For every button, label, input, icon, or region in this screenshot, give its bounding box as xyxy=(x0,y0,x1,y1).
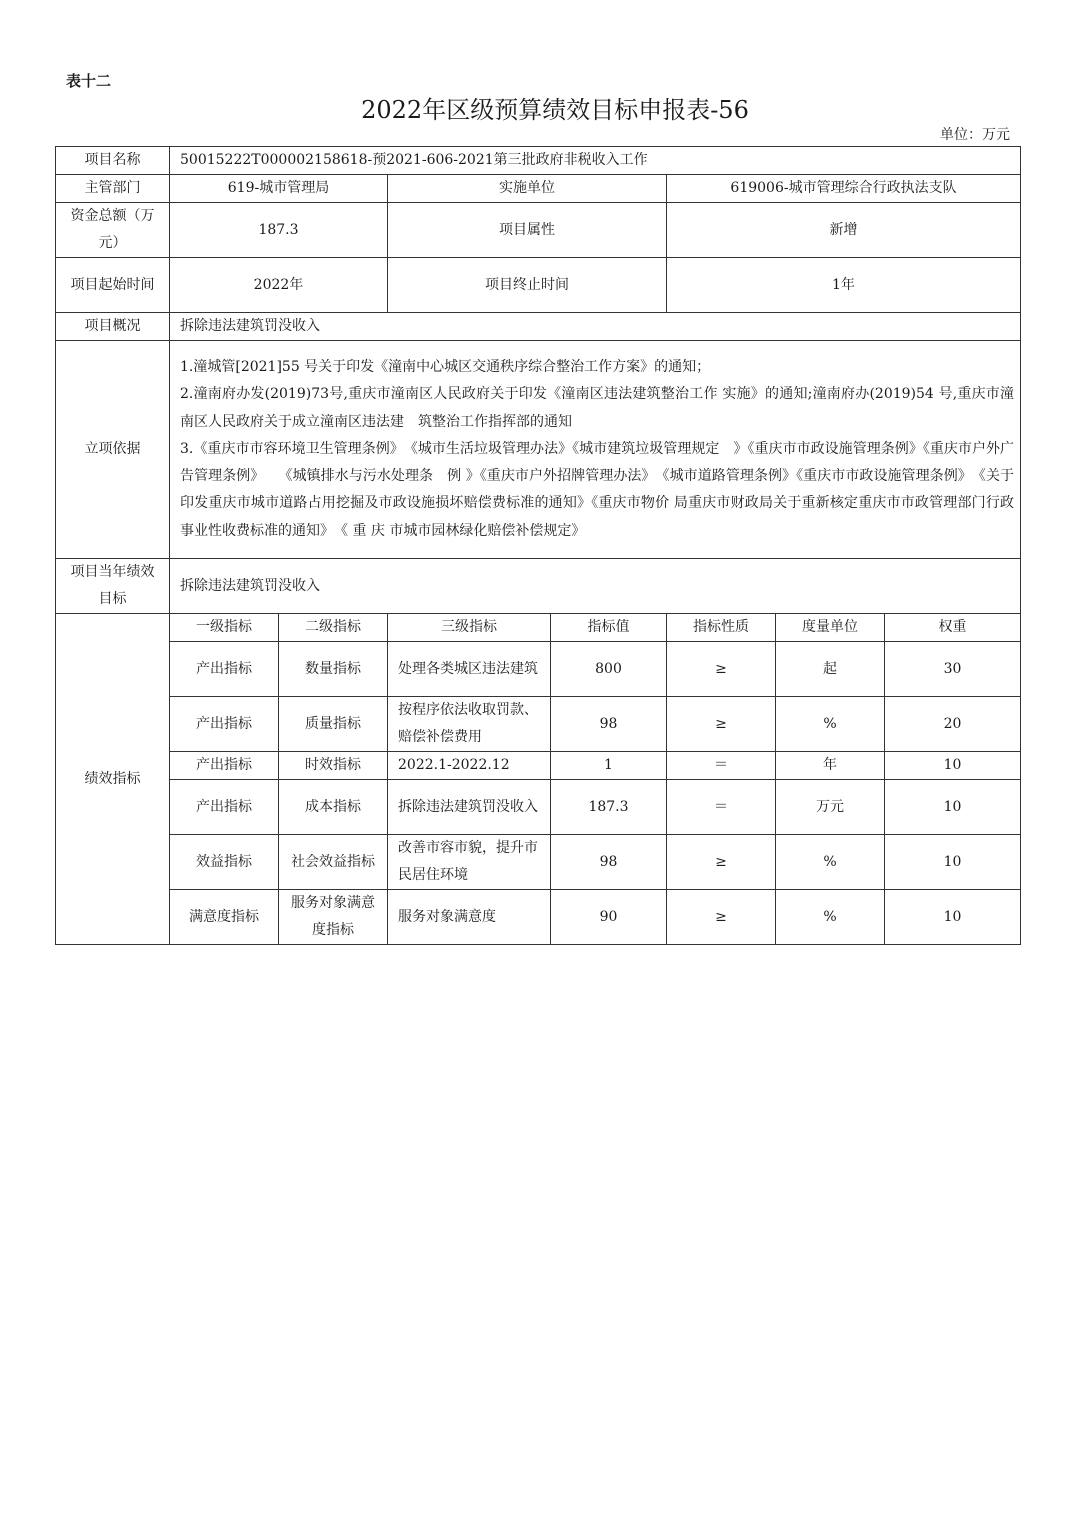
goal-value: 拆除违法建筑罚没收入 xyxy=(170,559,1021,614)
row-period xyxy=(56,258,1021,313)
nature-cell: ≥ xyxy=(667,835,776,890)
attr-value: 新增 xyxy=(667,203,1021,258)
header-nature: 指标性质 xyxy=(667,614,776,642)
row-fund xyxy=(56,203,1021,258)
level2-cell: 成本指标 xyxy=(279,780,388,835)
header-level3: 三级指标 xyxy=(388,614,551,642)
indicator-row xyxy=(56,780,1021,835)
level3-cell: 拆除违法建筑罚没收入 xyxy=(388,780,551,835)
header-unit: 度量单位 xyxy=(776,614,885,642)
level2-cell: 质量指标 xyxy=(279,697,388,752)
level3-cell: 2022.1-2022.12 xyxy=(388,752,551,780)
header-level2: 二级指标 xyxy=(279,614,388,642)
unit-cell: 万元 xyxy=(776,780,885,835)
level1-cell: 满意度指标 xyxy=(170,890,279,945)
end-value: 1年 xyxy=(667,258,1021,313)
fund-value: 187.3 xyxy=(170,203,388,258)
project-name-label: 项目名称 xyxy=(56,147,170,175)
row-annual-goal xyxy=(56,559,1021,614)
overview-value: 拆除违法建筑罚没收入 xyxy=(170,313,1021,341)
dept-value: 619-城市管理局 xyxy=(170,175,388,203)
nature-cell: ＝ xyxy=(667,752,776,780)
level3-cell: 按程序依法收取罚款、赔偿补偿费用 xyxy=(388,697,551,752)
level2-cell: 服务对象满意度指标 xyxy=(279,890,388,945)
start-value: 2022年 xyxy=(170,258,388,313)
value-cell: 1 xyxy=(551,752,667,780)
indicator-header-row xyxy=(56,614,1021,642)
start-label: 项目起始时间 xyxy=(56,258,170,313)
indicator-row xyxy=(56,835,1021,890)
fund-label: 资金总额（万元） xyxy=(56,203,170,258)
row-basis xyxy=(56,341,1021,559)
indicator-row xyxy=(56,697,1021,752)
level3-cell: 改善市容市貌，提升市民居住环境 xyxy=(388,835,551,890)
form-code: 表十二 xyxy=(66,72,112,90)
weight-cell: 30 xyxy=(885,642,1021,697)
level3-cell: 服务对象满意度 xyxy=(388,890,551,945)
basis-line-3: 3.《重庆市市容环境卫生管理条例》 《城市生活垃圾管理办法》《城市建筑垃圾管理规定 》《重庆市市政设施管理条例》《重庆市户外广告管理条例》 《城镇排水与污水处理条 例 》《重庆市户外招牌管理办法》 《城市道路管理条例》《重庆市市政设施管理条例》 《关于印发重庆市城市道路占用挖掘及市政设施损坏赔偿费标准的通知》《重庆市物价 局重庆市财政局关于重新核定重庆市市政管理部门行政事业性收费标准的通知》 《 重 庆 市城市园林绿化赔偿补偿规定》 xyxy=(180,440,1015,539)
unit-cell: % xyxy=(776,890,885,945)
unit-cell: % xyxy=(776,697,885,752)
level1-cell: 效益指标 xyxy=(170,835,279,890)
nature-cell: ≥ xyxy=(667,890,776,945)
weight-cell: 20 xyxy=(885,697,1021,752)
level2-cell: 社会效益指标 xyxy=(279,835,388,890)
weight-cell: 10 xyxy=(885,835,1021,890)
end-label: 项目终止时间 xyxy=(388,258,667,313)
header-value: 指标值 xyxy=(551,614,667,642)
impl-value: 619006-城市管理综合行政执法支队 xyxy=(667,175,1021,203)
value-cell: 98 xyxy=(551,697,667,752)
basis-label: 立项依据 xyxy=(56,341,170,559)
weight-cell: 10 xyxy=(885,890,1021,945)
unit-cell: 年 xyxy=(776,752,885,780)
nature-cell: ≥ xyxy=(667,642,776,697)
level1-cell: 产出指标 xyxy=(170,697,279,752)
row-project-name xyxy=(56,147,1021,175)
value-cell: 90 xyxy=(551,890,667,945)
basis-line-1: 1.潼城管[2021]55 号关于印发《潼南中心城区交通秩序综合整治工作方案》的通知； xyxy=(180,359,711,376)
row-overview xyxy=(56,313,1021,341)
basis-value xyxy=(170,341,1021,559)
weight-cell: 10 xyxy=(885,752,1021,780)
value-cell: 187.3 xyxy=(551,780,667,835)
indicator-row xyxy=(56,752,1021,780)
value-cell: 98 xyxy=(551,835,667,890)
value-cell: 800 xyxy=(551,642,667,697)
level1-cell: 产出指标 xyxy=(170,752,279,780)
nature-cell: ＝ xyxy=(667,780,776,835)
impl-label: 实施单位 xyxy=(388,175,667,203)
performance-target-table xyxy=(55,146,1021,945)
overview-label: 项目概况 xyxy=(56,313,170,341)
level1-cell: 产出指标 xyxy=(170,780,279,835)
level3-cell: 处理各类城区违法建筑 xyxy=(388,642,551,697)
basis-line-2: 2.潼南府办发(2019)73号,重庆市潼南区人民政府关于印发《潼南区违法建筑整治工作 实施》的通知;潼南府办(2019)54 号,重庆市潼南区人民政府关于成立潼南区违法建 筑整治工作指挥部的通知 xyxy=(180,386,1015,430)
indicator-row xyxy=(56,890,1021,945)
weight-cell: 10 xyxy=(885,780,1021,835)
level2-cell: 时效指标 xyxy=(279,752,388,780)
page-title: 2022年区级预算绩效目标申报表-56 xyxy=(361,96,749,124)
goal-label: 项目当年绩效目标 xyxy=(56,559,170,614)
project-name-value: 50015222T000002158618-预2021-606-2021第三批政府非税收入工作 xyxy=(170,147,1021,175)
dept-label: 主管部门 xyxy=(56,175,170,203)
attr-label: 项目属性 xyxy=(388,203,667,258)
unit-cell: % xyxy=(776,835,885,890)
indicators-section-label: 绩效指标 xyxy=(56,614,170,945)
row-department xyxy=(56,175,1021,203)
indicator-row xyxy=(56,642,1021,697)
level1-cell: 产出指标 xyxy=(170,642,279,697)
nature-cell: ≥ xyxy=(667,697,776,752)
unit-cell: 起 xyxy=(776,642,885,697)
level2-cell: 数量指标 xyxy=(279,642,388,697)
header-level1: 一级指标 xyxy=(170,614,279,642)
unit-label: 单位：万元 xyxy=(940,127,1010,143)
header-weight: 权重 xyxy=(885,614,1021,642)
